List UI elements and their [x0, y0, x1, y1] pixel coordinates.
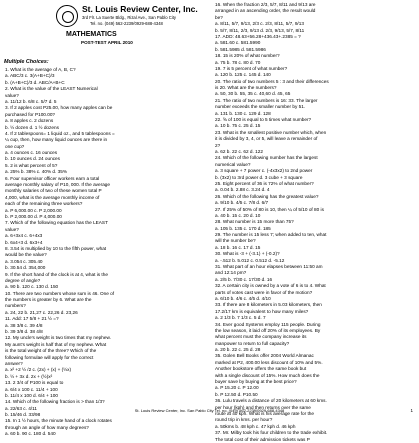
question-line: value? [5, 226, 19, 232]
question-line: per hour (kph) and then returns over the same [215, 404, 311, 410]
question-line: through an angle of how many degrees? [5, 424, 89, 430]
question-line: following formulae will apply for the correct [5, 354, 94, 360]
question-line: 23. What is the smallest positive number which, when [215, 129, 327, 135]
question-line: manpower to return to full capacity? [215, 340, 290, 346]
question-line: b. 581.5985 d. 581.5986 [215, 46, 266, 52]
question-line: 16. When the fraction 2/3, 5/7, 8/11 and 9/13 are [215, 2, 316, 7]
question-line: a. 75 b. 78 c. 80 d. 70 [215, 59, 261, 65]
question-line: 32. A certain city is owned by a vote of 6 is to 4. What [215, 283, 326, 289]
question-line: a. -.512 b. 5.012 c. 0.512 d. -5.12 [215, 257, 285, 263]
question-line: 3. If 2 apples cost P25.00, how many apples can be [5, 105, 113, 111]
question-line: a. 50, 30 b. 55, 35 c. 40,60 d. 45, 65 [215, 91, 291, 97]
question-line: a. 8/11, 5/7, 9/13, 2/3 c. 2/3, 8/11, 5/7, 9/13 [215, 21, 304, 27]
question-line: 11. Add: 17 5/8 + 21 ½ =? [5, 316, 59, 322]
question-line: route at 40 kph. What is his average rate for the [215, 411, 315, 416]
question-line: 35. Golen Bell Books offer 2004 World Almanac [215, 353, 314, 359]
question-line: 12. My uncle's weight is two times that my nephew. [5, 335, 111, 341]
question-line: is the total weight of the three? Which of the [5, 348, 97, 354]
question-line: 31. What part of an hour elapses between 11:50 am [215, 264, 323, 270]
page-number: 1 [410, 408, 413, 413]
question-line: b. (3x2) to 3rd power d. 3 cube + 3 square [215, 174, 303, 180]
question-line: a. 581.60 c. 581.5990 [215, 40, 261, 46]
question-line: purchased for P100.00? [5, 111, 56, 117]
question-line: monthly salaries of two of these women total P [5, 188, 102, 194]
question-line: a. 11/12 b. 6/8 c. 5/7 d. 5 [5, 98, 57, 104]
question-line: parts of votes cast were in favor of the motion? [215, 289, 313, 295]
question-line: 27. If 25% of 50% of 80 is 10, then ¼ of 5/10 of 80 is [215, 206, 324, 212]
question-line: a. ABC/3 c. 3(A+B+C)/3 [5, 73, 55, 79]
question-line: degree of angle? [5, 277, 41, 283]
question-line: a. x² +2 ½ /2 c. (2x) + (x) + (½x) [5, 367, 72, 373]
question-line: a. 105 b. 135 c. 170 d. 185 [215, 225, 271, 231]
question-line: a. 25% b. 38% c. 40% d. 35% [5, 169, 68, 175]
question-line: a. 90 b. 120 c. 130 d. 150 [5, 284, 59, 290]
question-line: b. 30.54 d. 354,000 [5, 265, 46, 271]
question-line: number exceeds the smaller number by 51. [215, 104, 306, 110]
question-line: 30. What is -3 + (-3.1) + (-0.2)? [215, 251, 280, 257]
doc-title: MATHEMATICS [66, 31, 117, 38]
question-line: 21. The ratio of two numbers is 16: 33. The larger [215, 97, 318, 103]
org-address: 3rd Flr. La Suerte Bldg., Rizal Ave., San Pablo City [82, 15, 176, 20]
question-line: a. 40 b. 15 c. 20 d. 10 [215, 212, 261, 218]
question-line: ¼ cup, then, how many liquid ounces are there in [5, 137, 108, 143]
question-line: with a single discount of 15%. How much does the [215, 372, 320, 378]
question-line: answer? [5, 360, 23, 366]
question-line: marked at P2, 400.00 less discount of 10% and 5%. [215, 359, 323, 365]
question-line: a. 38 3/8 c. 39 4/8 [5, 322, 43, 328]
question-line: b. 5/7, 8/11, 2/3, 9/13 d. 2/3, 9/13, 5/7, 8/11 [215, 27, 305, 33]
question-line: 2? [215, 142, 221, 148]
question-line: a. 8 apples c. 2 dozens [5, 118, 54, 124]
question-line: 17.2/17 km is equivalent to how many miles? [215, 308, 309, 314]
question-line: 13. 2 3/4 of P100 is equal to [5, 380, 64, 386]
question-line: 4. If 2 tablespoons= 1 liquid oz., and 5 tablespoons = [5, 130, 115, 136]
question-line: will the number be? [215, 238, 256, 244]
question-line: each of the remaining three workers? [5, 201, 83, 207]
question-line: and 12:14 pm? [215, 270, 247, 276]
question-line: a. 3.054 c. 305.40 [5, 258, 43, 264]
question-line: 4,000, what is the average monthly income of [5, 194, 100, 200]
question-line: a. 2 1/3 b. 7 1/3 c. 5 d. 7 [215, 315, 266, 321]
question-line: b. 10 ounces d. 24 ounces [5, 156, 60, 162]
question-line: 1. What is the average of A, B, C? [5, 67, 76, 72]
question-line: The total cost of their admission tickets was P [215, 436, 310, 442]
question-line: a. 2/5 b. 7/30 c. 17/30 d. 16 [215, 276, 273, 282]
question-line: a. 6/10 b. 4/6 c. 4/5 d. 4/10 [215, 295, 271, 301]
question-line: 14. Which of the following fraction is > than 1/3? [5, 399, 105, 405]
right-column [215, 2, 415, 443]
question-line: a. 60 b. 90 c. 180 d. 540 [5, 431, 56, 437]
question-line: 36. Lulu travels a distance of 20 kilometers at 60 kms. [215, 398, 327, 404]
question-line: value? [5, 92, 19, 98]
question-line: 2. What is the value of the LEAST Numerical [5, 86, 98, 92]
question-line: one cup? [5, 143, 25, 149]
question-line: a. 20 b. 22 c. 25 d. 28 [215, 347, 261, 353]
question-line: 10. There are two numbers whose sum is 46. One of [5, 290, 115, 296]
question-line: it is divided by 3, 4, or 5, will leave a remainder of [215, 136, 318, 142]
org-name: St. Louis Review Center, Inc. [82, 4, 198, 14]
question-line: a. P 6,000.00 c. P 2,000.00 [5, 207, 62, 213]
question-line: 26. Which of the following has the greatest value? [215, 193, 319, 199]
question-line: b. P 2,000.00 d. P 4,000.00 [5, 213, 62, 219]
question-line: a. P 15.20 c. P 12.00 [215, 385, 259, 391]
question-line: a. 18 b. 16 c. 17 d. 15 [215, 244, 261, 250]
question-line: is 20. What are the numbers? [215, 85, 277, 91]
question-line: a. 62 b. 22 c. 62 d. 122 [215, 148, 263, 154]
question-line: numerical value? [215, 161, 251, 167]
question-line: a. 3 square + 7 power c. (-4x3x2) to 2nd power [215, 168, 313, 174]
question-line: b. 15/46 d. 33/98 [5, 412, 41, 418]
question-line: 33. If there are 8 kilometers in 5.03 kilometers, then [215, 302, 322, 308]
question-line: a. 0.04 b. 2.88 c. 3.24 d. 4 [215, 187, 270, 193]
question-line: the numbers is greater by 6. What are the [5, 297, 92, 303]
question-line: a. 131 b. 130 c. 129 d. 128 [215, 110, 271, 116]
footer-text: St. Louis Review Center, Inc. San Pablo City Tel. no. (049) 562-2239/0929-688-4348 [134, 408, 285, 413]
question-line: 17. ADD: 48.63+56.28+436.43+.2385 = ? [215, 33, 301, 39]
question-line: round trip in kms. per hour? [215, 417, 273, 423]
question-line: 6. Four supervisor officer workers earn a total [5, 175, 100, 181]
question-line: a. 50kms b. 48 kph c. 47 kph d. 46 kph [215, 423, 296, 429]
question-line: My aunt's weight is half that of my nephew. What [5, 341, 107, 347]
section-title: Multiple Choices: [4, 59, 49, 65]
question-line: 7. Which of the following equation has the LEAST [5, 220, 108, 226]
question-line: b. 11/4 x 100 d. 6/4 + 100 [5, 392, 58, 398]
question-line: 19. 7 is 5 percent of what number? [215, 65, 288, 71]
question-line: the low season, it laid off 20% of its employees. By [215, 327, 321, 333]
doc-subtitle: POST-TEST APRIL 2010 [81, 40, 133, 45]
school-logo-icon [56, 5, 78, 27]
question-line: average monthly salary of P10, 000. If the average [5, 182, 111, 188]
question-line: b. 6x4+3 d. 6x3+4 [5, 239, 43, 245]
question-line: b. P 12.50 d. P10.50 [215, 391, 258, 397]
question-line: 18. 15 is 20% of what number? [215, 53, 280, 59]
question-line: arranged in an ascending order, the result would [215, 8, 316, 14]
question-line: b. 39 3/8 d. 38 4/8 [5, 329, 43, 335]
question-line: 9. If the short hand of the clock is at 4, what is the [5, 271, 108, 277]
question-line: would be the value? [5, 252, 47, 258]
question-line: 22. ⅝ of 100 is equal to 5 times what number? [215, 117, 312, 123]
question-line: 24. Which of the following number has the largest [215, 155, 318, 161]
question-line: a. 24, 22 b. 21,27 c. 22,26 d. 23,26 [5, 309, 78, 315]
question-line: 25. Eight percent of 36 is 72% of what number? [215, 180, 314, 186]
question-line: 20. The ratio of two numbers 5 : 3 and their differences [215, 78, 329, 84]
question-line: a. 4 ounces c. 16 ounces [5, 150, 58, 156]
question-line: a. 22/63 c. 4/11 [5, 405, 37, 411]
question-line: Another bookstore offers the same book but [215, 366, 307, 372]
question-line: b. ½ + 3x d. 2x + (½)x² [5, 373, 53, 379]
question-line: 37. Mr. Milby took his four children to the trade exhibit. [215, 430, 328, 436]
question-line: 34. Ever good Systems employ 115 people. During [215, 321, 321, 327]
question-line: a. 9/10 b. 4/5 c. 7/8 d. 6/7 [215, 200, 269, 206]
question-line: b. (A+B+C)/3 d. ABC/A+B+C [5, 79, 65, 85]
question-line: b. ½ dozen d. 1 ½ dozens [5, 124, 59, 130]
question-line: 5. 2 is what percent of 5? [5, 162, 58, 168]
question-line: a. 6/4 x 100 c. 11/4 + 100 [5, 386, 58, 392]
question-line: a. 6+3x4 c. 6+4x3 [5, 233, 43, 239]
question-line: numbers? [5, 303, 26, 309]
question-line: a. 120 b. 125 c. 145 d. 140 [215, 72, 271, 78]
question-line: 8. 3.54 is multiplied by 10 to the fifth power, what [5, 245, 107, 251]
question-line: buyer save by buying at the best price? [215, 379, 297, 385]
question-line: 29. The number is 15 less 7; when added to ten, what [215, 232, 327, 238]
question-line: 28. What number is 15 more than 75? [215, 219, 294, 225]
question-line: what percent must the company increase its [215, 334, 307, 340]
question-line: a. 10 b. 75 c. 25 d. 15 [215, 123, 261, 129]
org-phone: Tel. no. (049) 562-2239/0929-688-4348 [90, 21, 163, 26]
question-line: 15. In 1 ½ hours, the minute hand of a clock rotates [5, 418, 112, 424]
left-column [5, 67, 205, 438]
question-line: be? [215, 14, 223, 20]
